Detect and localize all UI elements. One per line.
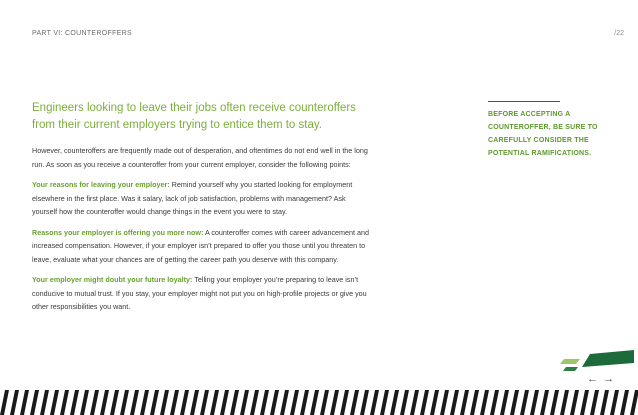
main-content xyxy=(32,100,372,314)
point-reasons-employer xyxy=(32,226,372,267)
point-term: Your reasons for leaving your employer: xyxy=(32,180,170,189)
arrow-right-icon[interactable]: → xyxy=(603,373,614,385)
point-text: Remind yourself why you started looking for employment elsewhere in the first place. Was it salary, lack of job satisfaction, problems with management? Ask yourself how the counteroffer would change things in the event you were to stay. xyxy=(32,180,353,216)
bottom-hatched-strip xyxy=(0,390,638,415)
chevron-stripes-logo-icon xyxy=(560,350,634,372)
page-number: /22 xyxy=(614,30,624,37)
point-term: Reasons your employer is offering you more now: xyxy=(32,227,204,237)
point-text: Telling your employer you’re preparing to leave isn’t conducive to mutual trust. If you stay, your employer might not put you on high-profile projects or give you other responsibilities you want. xyxy=(32,275,367,311)
point-reasons-leaving xyxy=(32,178,372,219)
callout-divider xyxy=(488,101,560,102)
point-text: A counteroffer comes with career advancement and increased compensation. However, if your employer isn’t prepared to offer you those until you threaten to leave, evaluate what your chances are of getting the career path you deserve with this company. xyxy=(32,227,370,264)
sidebar-callout-box xyxy=(488,101,598,160)
lead-paragraph: Engineers looking to leave their jobs often receive counteroffers from their current employers trying to entice them to stay. xyxy=(32,102,356,131)
arrow-left-icon[interactable]: ← xyxy=(587,373,598,385)
point-future-loyalty xyxy=(32,273,372,314)
point-term: Your employer might doubt your future loyalty: xyxy=(32,275,193,284)
intro-paragraph: However, counteroffers are frequently made out of desperation, and oftentimes do not end well in the long run. As soon as you receive a counteroffer from your current employer, consider the following points: xyxy=(32,146,368,169)
section-label: PART VI: COUNTEROFFERS xyxy=(32,30,132,37)
sidebar-callout: BEFORE ACCEPTING A COUNTEROFFER, BE SURE TO CAREFULLY CONSIDER THE POTENTIAL RAMIFICATIONS. xyxy=(488,111,598,157)
